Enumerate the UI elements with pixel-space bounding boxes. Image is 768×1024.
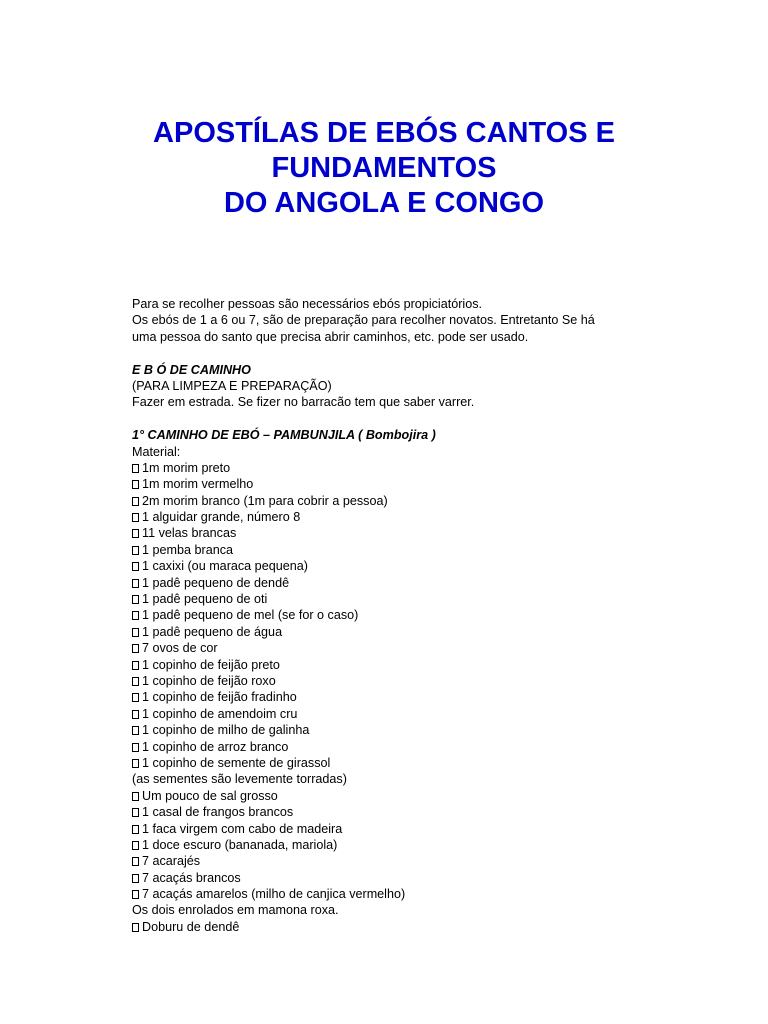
bullet-box-icon: [132, 513, 139, 522]
bullet-box-icon: [132, 890, 139, 899]
list-item-text: 1 faca virgem com cabo de madeira: [142, 821, 343, 836]
list-item: [132, 821, 652, 837]
section-note: Fazer em estrada. Se fizer no barracão tem que saber varrer.: [132, 395, 475, 410]
title-line-2: FUNDAMENTOS: [271, 152, 497, 184]
list-item-text: 1 pemba branca: [142, 542, 234, 557]
material-label: Material:: [132, 444, 181, 459]
title-line-1: APOSTÍLAS DE EBÓS CANTOS E: [153, 117, 615, 149]
list-item: [132, 493, 652, 509]
bullet-box-icon: [132, 923, 139, 932]
intro-line-3: uma pessoa do santo que precisa abrir caminhos, etc. pode ser usado.: [132, 329, 529, 344]
bullet-box-icon: [132, 825, 139, 834]
list-item: [132, 673, 652, 689]
material-list: [132, 460, 652, 771]
list-item: [132, 657, 652, 673]
list-item: [132, 837, 652, 853]
list-item: [132, 755, 652, 771]
list-item: [132, 870, 652, 886]
list-item-text: 1m morim vermelho: [142, 477, 254, 492]
list-item-text: 1 copinho de feijão roxo: [142, 673, 276, 688]
section-subtitle: (PARA LIMPEZA E PREPARAÇÃO): [132, 378, 332, 393]
list-item-text: Um pouco de sal grosso: [142, 788, 278, 803]
list-item: [132, 575, 652, 591]
section-heading-primeiro-caminho: 1° CAMINHO DE EBÓ – PAMBUNJILA ( Bombojira ): [132, 428, 436, 443]
list-item: [132, 591, 652, 607]
bullet-box-icon: [132, 529, 139, 538]
document-title: [0, 116, 768, 221]
material-list-3: [132, 919, 652, 935]
bullet-box-icon: [132, 464, 139, 473]
bullet-box-icon: [132, 743, 139, 752]
list-item-text: 1 padê pequeno de água: [142, 624, 283, 639]
list-note-mamona: Os dois enrolados em mamona roxa.: [132, 903, 339, 918]
bullet-box-icon: [132, 808, 139, 817]
list-item-text: 1m morim preto: [142, 460, 231, 475]
list-item-text: 2m morim branco (1m para cobrir a pessoa): [142, 493, 388, 508]
bullet-box-icon: [132, 595, 139, 604]
list-item: [132, 476, 652, 492]
list-item: [132, 788, 652, 804]
list-item-text: Doburu de dendê: [142, 919, 240, 934]
list-item: [132, 460, 652, 476]
list-item-text: 1 casal de frangos brancos: [142, 805, 294, 820]
list-item-text: 1 padê pequeno de oti: [142, 592, 268, 607]
bullet-box-icon: [132, 874, 139, 883]
bullet-box-icon: [132, 579, 139, 588]
bullet-box-icon: [132, 644, 139, 653]
list-item-text: 1 copinho de milho de galinha: [142, 723, 310, 738]
list-item-text: 1 caxixi (ou maraca pequena): [142, 559, 308, 574]
bullet-box-icon: [132, 759, 139, 768]
material-list-2: [132, 788, 652, 903]
bullet-box-icon: [132, 562, 139, 571]
list-item: [132, 558, 652, 574]
bullet-box-icon: [132, 677, 139, 686]
bullet-box-icon: [132, 792, 139, 801]
list-item: [132, 624, 652, 640]
bullet-box-icon: [132, 480, 139, 489]
list-item-text: 1 alguidar grande, número 8: [142, 510, 301, 525]
list-item-text: 7 ovos de cor: [142, 641, 218, 656]
list-item: [132, 525, 652, 541]
list-item-text: 1 padê pequeno de mel (se for o caso): [142, 608, 359, 623]
bullet-box-icon: [132, 661, 139, 670]
document-body: [132, 296, 652, 935]
list-item: [132, 804, 652, 820]
bullet-box-icon: [132, 726, 139, 735]
list-item: [132, 542, 652, 558]
list-item-text: 1 padê pequeno de dendê: [142, 575, 290, 590]
list-item-text: 1 copinho de feijão fradinho: [142, 690, 297, 705]
list-item: [132, 689, 652, 705]
list-item-text: 7 acaçás amarelos (milho de canjica vermelho): [142, 887, 406, 902]
list-item: [132, 853, 652, 869]
title-line-3: DO ANGOLA E CONGO: [223, 187, 545, 219]
list-item-text: 1 copinho de arroz branco: [142, 739, 289, 754]
list-item: [132, 607, 652, 623]
list-item: [132, 509, 652, 525]
list-item-text: 1 copinho de feijão preto: [142, 657, 280, 672]
list-item: [132, 739, 652, 755]
bullet-box-icon: [132, 710, 139, 719]
bullet-box-icon: [132, 693, 139, 702]
list-item: [132, 722, 652, 738]
list-item-text: 1 copinho de amendoim cru: [142, 706, 298, 721]
bullet-box-icon: [132, 841, 139, 850]
list-item-text: 7 acaçás brancos: [142, 870, 241, 885]
bullet-box-icon: [132, 628, 139, 637]
list-note-sementes: (as sementes são levemente torradas): [132, 772, 347, 787]
bullet-box-icon: [132, 611, 139, 620]
list-item-text: 1 copinho de semente de girassol: [142, 755, 331, 770]
bullet-box-icon: [132, 857, 139, 866]
bullet-box-icon: [132, 497, 139, 506]
list-item-text: 7 acarajés: [142, 854, 201, 869]
bullet-box-icon: [132, 546, 139, 555]
list-item: [132, 706, 652, 722]
list-item: [132, 919, 652, 935]
section-heading-ebo-caminho: E B Ó DE CAMINHO: [132, 362, 251, 377]
list-item: [132, 640, 652, 656]
intro-line-1: Para se recolher pessoas são necessários ebós propiciatórios.: [132, 297, 483, 311]
list-item-text: 11 velas brancas: [142, 526, 237, 541]
list-item: [132, 886, 652, 902]
list-item-text: 1 doce escuro (bananada, mariola): [142, 837, 338, 852]
intro-line-2: Os ebós de 1 a 6 ou 7, são de preparação para recolher novatos. Entretanto Se há: [132, 313, 595, 328]
